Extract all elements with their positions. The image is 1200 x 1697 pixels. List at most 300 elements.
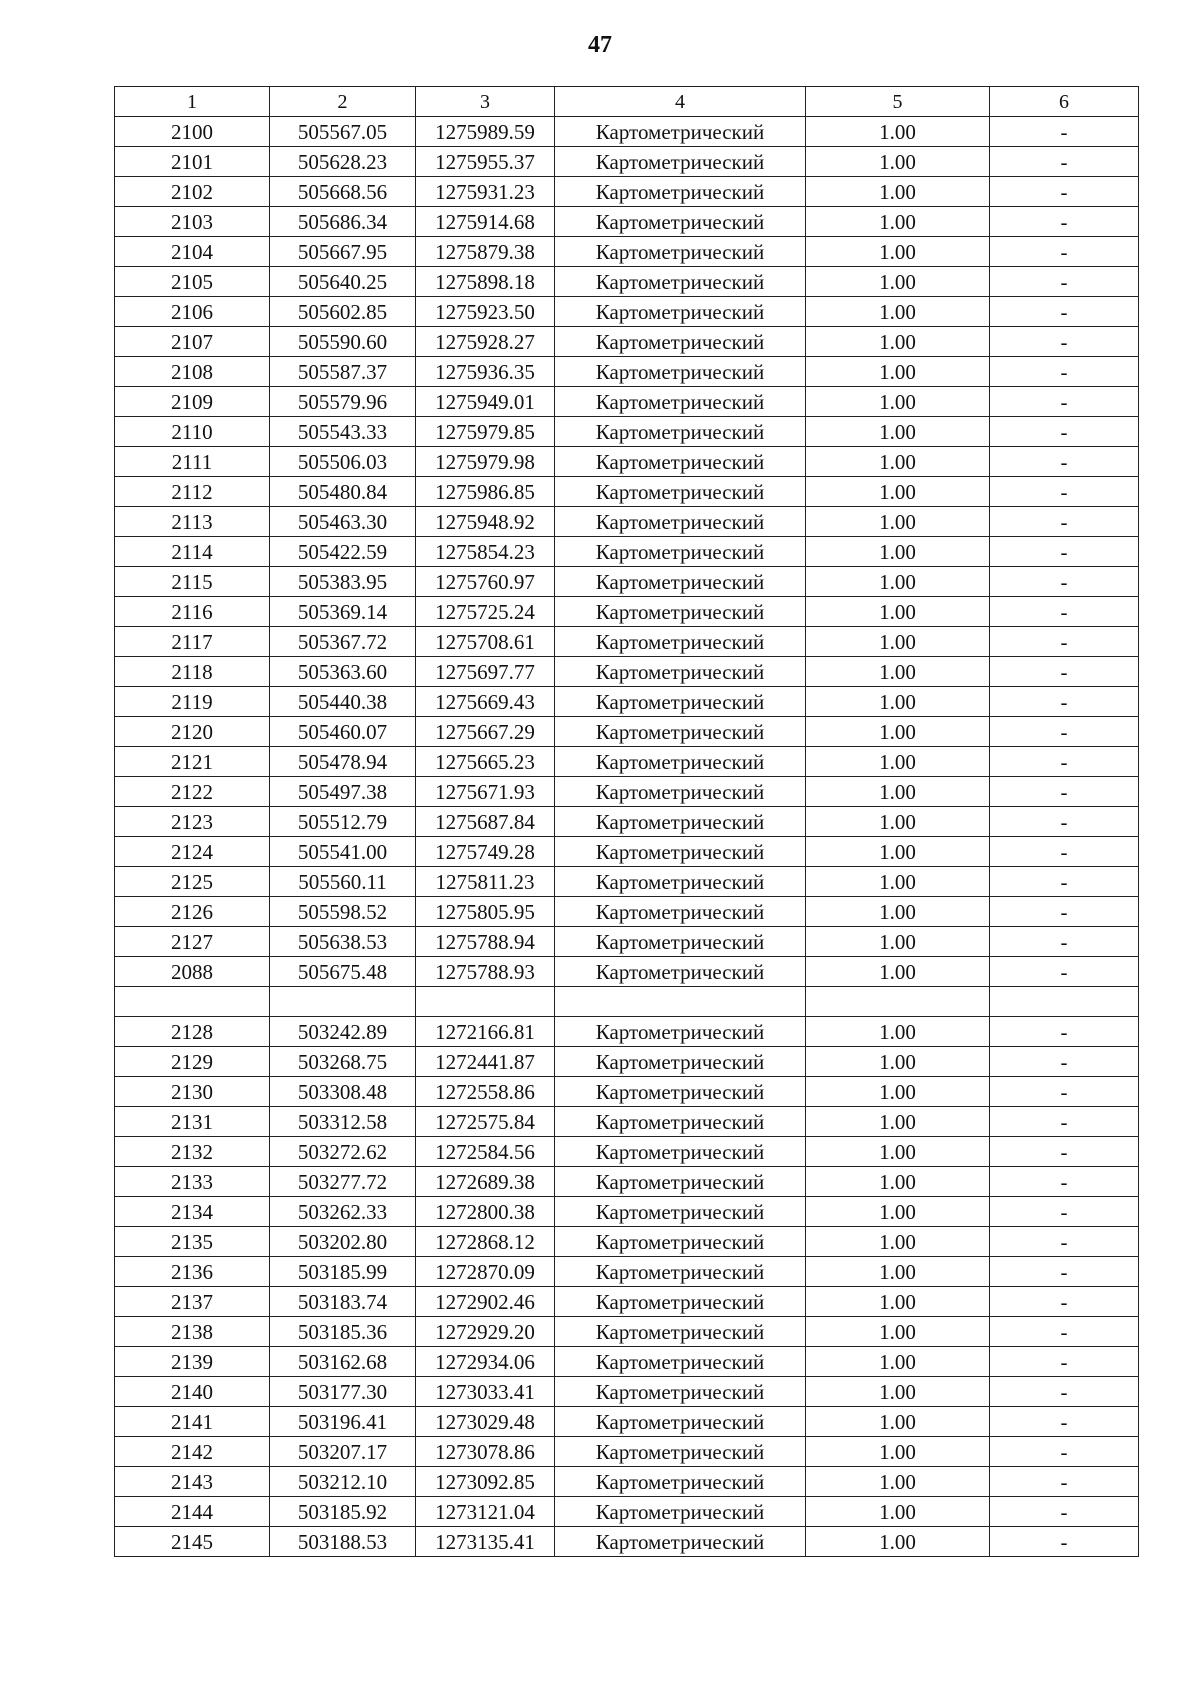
- method-cell: Картометрический: [555, 1107, 806, 1137]
- method-cell: Картометрический: [555, 177, 806, 207]
- y-coordinate-cell: 1275669.43: [416, 687, 555, 717]
- method-cell: Картометрический: [555, 1467, 806, 1497]
- x-coordinate-cell: 503185.99: [270, 1257, 416, 1287]
- note-cell: -: [990, 117, 1139, 147]
- x-coordinate-cell: 505463.30: [270, 507, 416, 537]
- y-coordinate-cell: 1275665.23: [416, 747, 555, 777]
- note-cell: -: [990, 1377, 1139, 1407]
- table-row: [115, 297, 1139, 327]
- note-cell: -: [990, 1137, 1139, 1167]
- x-coordinate-cell: 505460.07: [270, 717, 416, 747]
- table-row: [115, 1287, 1139, 1317]
- table-row: [115, 357, 1139, 387]
- method-cell: Картометрический: [555, 597, 806, 627]
- note-cell: -: [990, 1467, 1139, 1497]
- accuracy-cell: 1.00: [806, 1497, 990, 1527]
- table-row: [115, 597, 1139, 627]
- y-coordinate-cell: 1273033.41: [416, 1377, 555, 1407]
- y-coordinate-cell: 1275708.61: [416, 627, 555, 657]
- x-coordinate-cell: 503212.10: [270, 1467, 416, 1497]
- x-coordinate-cell: 503162.68: [270, 1347, 416, 1377]
- table-row: [115, 267, 1139, 297]
- point-number-cell: 2134: [115, 1197, 270, 1227]
- x-coordinate-cell: 503188.53: [270, 1527, 416, 1557]
- x-coordinate-cell: 503272.62: [270, 1137, 416, 1167]
- y-coordinate-cell: 1275854.23: [416, 537, 555, 567]
- accuracy-cell: 1.00: [806, 1467, 990, 1497]
- note-cell: -: [990, 1347, 1139, 1377]
- note-cell: -: [990, 267, 1139, 297]
- note-cell: -: [990, 1257, 1139, 1287]
- x-coordinate-cell: 505367.72: [270, 627, 416, 657]
- x-coordinate-cell: 503183.74: [270, 1287, 416, 1317]
- note-cell: -: [990, 297, 1139, 327]
- accuracy-cell: 1.00: [806, 627, 990, 657]
- accuracy-cell: 1.00: [806, 417, 990, 447]
- point-number-cell: 2143: [115, 1467, 270, 1497]
- x-coordinate-cell: 505560.11: [270, 867, 416, 897]
- header-cell-6: 6: [990, 87, 1139, 117]
- point-number-cell: 2107: [115, 327, 270, 357]
- note-cell: -: [990, 537, 1139, 567]
- y-coordinate-cell: 1273092.85: [416, 1467, 555, 1497]
- note-cell: -: [990, 1197, 1139, 1227]
- method-cell: Картометрический: [555, 687, 806, 717]
- accuracy-cell: 1.00: [806, 237, 990, 267]
- y-coordinate-cell: 1275989.59: [416, 117, 555, 147]
- note-cell: -: [990, 1407, 1139, 1437]
- y-coordinate-cell: 1275979.85: [416, 417, 555, 447]
- x-coordinate-cell: 503196.41: [270, 1407, 416, 1437]
- accuracy-cell: 1.00: [806, 117, 990, 147]
- x-coordinate-cell: 505667.95: [270, 237, 416, 267]
- note-cell: -: [990, 807, 1139, 837]
- y-coordinate-cell: 1272929.20: [416, 1317, 555, 1347]
- point-number-cell: [115, 987, 270, 1017]
- method-cell: Картометрический: [555, 207, 806, 237]
- method-cell: Картометрический: [555, 1047, 806, 1077]
- accuracy-cell: 1.00: [806, 1317, 990, 1347]
- note-cell: -: [990, 717, 1139, 747]
- method-cell: [555, 987, 806, 1017]
- note-cell: -: [990, 1227, 1139, 1257]
- table-header: [115, 87, 1139, 117]
- note-cell: -: [990, 657, 1139, 687]
- accuracy-cell: 1.00: [806, 597, 990, 627]
- point-number-cell: 2132: [115, 1137, 270, 1167]
- table-row: [115, 1467, 1139, 1497]
- y-coordinate-cell: 1275948.92: [416, 507, 555, 537]
- x-coordinate-cell: 505543.33: [270, 417, 416, 447]
- accuracy-cell: 1.00: [806, 1077, 990, 1107]
- point-number-cell: 2115: [115, 567, 270, 597]
- table-row: [115, 417, 1139, 447]
- note-cell: -: [990, 957, 1139, 987]
- point-number-cell: 2104: [115, 237, 270, 267]
- point-number-cell: 2106: [115, 297, 270, 327]
- accuracy-cell: 1.00: [806, 1167, 990, 1197]
- point-number-cell: 2108: [115, 357, 270, 387]
- accuracy-cell: 1.00: [806, 387, 990, 417]
- method-cell: Картометрический: [555, 387, 806, 417]
- point-number-cell: 2100: [115, 117, 270, 147]
- point-number-cell: 2119: [115, 687, 270, 717]
- note-cell: -: [990, 1527, 1139, 1557]
- note-cell: -: [990, 447, 1139, 477]
- note-cell: -: [990, 1287, 1139, 1317]
- method-cell: Картометрический: [555, 627, 806, 657]
- accuracy-cell: 1.00: [806, 1137, 990, 1167]
- x-coordinate-cell: 505675.48: [270, 957, 416, 987]
- y-coordinate-cell: 1275936.35: [416, 357, 555, 387]
- y-coordinate-cell: 1275923.50: [416, 297, 555, 327]
- x-coordinate-cell: 505640.25: [270, 267, 416, 297]
- x-coordinate-cell: 505579.96: [270, 387, 416, 417]
- table-row: [115, 1347, 1139, 1377]
- note-cell: -: [990, 387, 1139, 417]
- y-coordinate-cell: 1272868.12: [416, 1227, 555, 1257]
- accuracy-cell: 1.00: [806, 1227, 990, 1257]
- point-number-cell: 2121: [115, 747, 270, 777]
- y-coordinate-cell: 1273029.48: [416, 1407, 555, 1437]
- accuracy-cell: 1.00: [806, 957, 990, 987]
- method-cell: Картометрический: [555, 807, 806, 837]
- accuracy-cell: 1.00: [806, 717, 990, 747]
- point-number-cell: 2117: [115, 627, 270, 657]
- method-cell: Картометрический: [555, 237, 806, 267]
- point-number-cell: 2141: [115, 1407, 270, 1437]
- method-cell: Картометрический: [555, 837, 806, 867]
- x-coordinate-cell: 505541.00: [270, 837, 416, 867]
- table-row: [115, 897, 1139, 927]
- accuracy-cell: 1.00: [806, 507, 990, 537]
- method-cell: Картометрический: [555, 1137, 806, 1167]
- point-number-cell: 2133: [115, 1167, 270, 1197]
- y-coordinate-cell: 1272689.38: [416, 1167, 555, 1197]
- x-coordinate-cell: 505369.14: [270, 597, 416, 627]
- note-cell: -: [990, 147, 1139, 177]
- table-row: [115, 1317, 1139, 1347]
- x-coordinate-cell: 505590.60: [270, 327, 416, 357]
- point-number-cell: 2137: [115, 1287, 270, 1317]
- y-coordinate-cell: 1275760.97: [416, 567, 555, 597]
- point-number-cell: 2102: [115, 177, 270, 207]
- table-row: [115, 117, 1139, 147]
- note-cell: [990, 987, 1139, 1017]
- x-coordinate-cell: 505686.34: [270, 207, 416, 237]
- method-cell: Картометрический: [555, 1167, 806, 1197]
- x-coordinate-cell: 503268.75: [270, 1047, 416, 1077]
- y-coordinate-cell: 1275955.37: [416, 147, 555, 177]
- note-cell: -: [990, 357, 1139, 387]
- note-cell: -: [990, 597, 1139, 627]
- accuracy-cell: 1.00: [806, 1407, 990, 1437]
- y-coordinate-cell: 1275898.18: [416, 267, 555, 297]
- point-number-cell: 2138: [115, 1317, 270, 1347]
- method-cell: Картометрический: [555, 1437, 806, 1467]
- point-number-cell: 2123: [115, 807, 270, 837]
- accuracy-cell: 1.00: [806, 147, 990, 177]
- accuracy-cell: 1.00: [806, 867, 990, 897]
- accuracy-cell: 1.00: [806, 477, 990, 507]
- x-coordinate-cell: 503207.17: [270, 1437, 416, 1467]
- method-cell: Картометрический: [555, 447, 806, 477]
- point-number-cell: 2131: [115, 1107, 270, 1137]
- y-coordinate-cell: 1272166.81: [416, 1017, 555, 1047]
- y-coordinate-cell: 1275914.68: [416, 207, 555, 237]
- point-number-cell: 2126: [115, 897, 270, 927]
- table-row: [115, 1137, 1139, 1167]
- point-number-cell: 2144: [115, 1497, 270, 1527]
- note-cell: -: [990, 417, 1139, 447]
- y-coordinate-cell: 1272902.46: [416, 1287, 555, 1317]
- table-row: [115, 837, 1139, 867]
- note-cell: -: [990, 207, 1139, 237]
- table-row: [115, 237, 1139, 267]
- note-cell: -: [990, 687, 1139, 717]
- x-coordinate-cell: 505422.59: [270, 537, 416, 567]
- table-row: [115, 717, 1139, 747]
- point-number-cell: 2088: [115, 957, 270, 987]
- x-coordinate-cell: 505506.03: [270, 447, 416, 477]
- y-coordinate-cell: 1272934.06: [416, 1347, 555, 1377]
- point-number-cell: 2105: [115, 267, 270, 297]
- page-number: 47: [588, 32, 612, 58]
- header-row: [115, 87, 1139, 117]
- method-cell: Картометрический: [555, 507, 806, 537]
- method-cell: Картометрический: [555, 867, 806, 897]
- method-cell: Картометрический: [555, 297, 806, 327]
- table-row: [115, 447, 1139, 477]
- coordinates-table: [114, 86, 1139, 1557]
- y-coordinate-cell: 1275725.24: [416, 597, 555, 627]
- method-cell: Картометрический: [555, 1317, 806, 1347]
- method-cell: Картометрический: [555, 1077, 806, 1107]
- x-coordinate-cell: 505478.94: [270, 747, 416, 777]
- method-cell: Картометрический: [555, 657, 806, 687]
- note-cell: -: [990, 1167, 1139, 1197]
- point-number-cell: 2112: [115, 477, 270, 507]
- note-cell: -: [990, 327, 1139, 357]
- method-cell: Картометрический: [555, 537, 806, 567]
- table-row: [115, 687, 1139, 717]
- y-coordinate-cell: 1272584.56: [416, 1137, 555, 1167]
- note-cell: -: [990, 477, 1139, 507]
- x-coordinate-cell: 505628.23: [270, 147, 416, 177]
- table-row: [115, 1257, 1139, 1287]
- table-row: [115, 957, 1139, 987]
- y-coordinate-cell: 1275979.98: [416, 447, 555, 477]
- table-row: [115, 1377, 1139, 1407]
- table-row: [115, 927, 1139, 957]
- y-coordinate-cell: 1275986.85: [416, 477, 555, 507]
- accuracy-cell: 1.00: [806, 897, 990, 927]
- x-coordinate-cell: 503177.30: [270, 1377, 416, 1407]
- method-cell: Картометрический: [555, 1527, 806, 1557]
- method-cell: Картометрический: [555, 1257, 806, 1287]
- method-cell: Картометрический: [555, 1227, 806, 1257]
- point-number-cell: 2124: [115, 837, 270, 867]
- y-coordinate-cell: 1275931.23: [416, 177, 555, 207]
- point-number-cell: 2120: [115, 717, 270, 747]
- x-coordinate-cell: 503185.92: [270, 1497, 416, 1527]
- x-coordinate-cell: 505440.38: [270, 687, 416, 717]
- table-row: [115, 1107, 1139, 1137]
- x-coordinate-cell: 505567.05: [270, 117, 416, 147]
- point-number-cell: 2111: [115, 447, 270, 477]
- table-row: [115, 387, 1139, 417]
- note-cell: -: [990, 1017, 1139, 1047]
- table-row: [115, 657, 1139, 687]
- table-row: [115, 807, 1139, 837]
- accuracy-cell: 1.00: [806, 657, 990, 687]
- table-row: [115, 987, 1139, 1017]
- method-cell: Картометрический: [555, 957, 806, 987]
- table-row: [115, 1017, 1139, 1047]
- point-number-cell: 2101: [115, 147, 270, 177]
- table-row: [115, 1497, 1139, 1527]
- accuracy-cell: [806, 987, 990, 1017]
- method-cell: Картометрический: [555, 327, 806, 357]
- x-coordinate-cell: 503262.33: [270, 1197, 416, 1227]
- point-number-cell: 2128: [115, 1017, 270, 1047]
- point-number-cell: 2140: [115, 1377, 270, 1407]
- y-coordinate-cell: 1275949.01: [416, 387, 555, 417]
- note-cell: -: [990, 177, 1139, 207]
- x-coordinate-cell: 503185.36: [270, 1317, 416, 1347]
- accuracy-cell: 1.00: [806, 1017, 990, 1047]
- method-cell: Картометрический: [555, 717, 806, 747]
- x-coordinate-cell: 505363.60: [270, 657, 416, 687]
- y-coordinate-cell: 1272441.87: [416, 1047, 555, 1077]
- point-number-cell: 2145: [115, 1527, 270, 1557]
- point-number-cell: 2110: [115, 417, 270, 447]
- table-body: [115, 117, 1139, 1557]
- accuracy-cell: 1.00: [806, 207, 990, 237]
- point-number-cell: 2113: [115, 507, 270, 537]
- table-row: [115, 777, 1139, 807]
- table-row: [115, 207, 1139, 237]
- method-cell: Картометрический: [555, 1377, 806, 1407]
- method-cell: Картометрический: [555, 1497, 806, 1527]
- note-cell: -: [990, 507, 1139, 537]
- header-cell-3: 3: [416, 87, 555, 117]
- accuracy-cell: 1.00: [806, 1347, 990, 1377]
- y-coordinate-cell: 1275687.84: [416, 807, 555, 837]
- point-number-cell: 2130: [115, 1077, 270, 1107]
- point-number-cell: 2127: [115, 927, 270, 957]
- table-row: [115, 507, 1139, 537]
- x-coordinate-cell: 503308.48: [270, 1077, 416, 1107]
- table-row: [115, 1077, 1139, 1107]
- method-cell: Картометрический: [555, 357, 806, 387]
- y-coordinate-cell: 1272575.84: [416, 1107, 555, 1137]
- method-cell: Картометрический: [555, 117, 806, 147]
- table-row: [115, 867, 1139, 897]
- x-coordinate-cell: 505598.52: [270, 897, 416, 927]
- table-row: [115, 627, 1139, 657]
- header-cell-4: 4: [555, 87, 806, 117]
- point-number-cell: 2118: [115, 657, 270, 687]
- point-number-cell: 2116: [115, 597, 270, 627]
- table-row: [115, 477, 1139, 507]
- method-cell: Картометрический: [555, 267, 806, 297]
- method-cell: Картометрический: [555, 897, 806, 927]
- note-cell: -: [990, 1077, 1139, 1107]
- table-row: [115, 1227, 1139, 1257]
- accuracy-cell: 1.00: [806, 1377, 990, 1407]
- accuracy-cell: 1.00: [806, 1257, 990, 1287]
- method-cell: Картометрический: [555, 147, 806, 177]
- table-row: [115, 177, 1139, 207]
- table-row: [115, 1167, 1139, 1197]
- y-coordinate-cell: 1272870.09: [416, 1257, 555, 1287]
- y-coordinate-cell: 1275811.23: [416, 867, 555, 897]
- accuracy-cell: 1.00: [806, 1047, 990, 1077]
- y-coordinate-cell: 1272800.38: [416, 1197, 555, 1227]
- accuracy-cell: 1.00: [806, 447, 990, 477]
- table-row: [115, 1407, 1139, 1437]
- note-cell: -: [990, 627, 1139, 657]
- point-number-cell: 2129: [115, 1047, 270, 1077]
- method-cell: Картометрический: [555, 567, 806, 597]
- accuracy-cell: 1.00: [806, 807, 990, 837]
- accuracy-cell: 1.00: [806, 1107, 990, 1137]
- method-cell: Картометрический: [555, 417, 806, 447]
- x-coordinate-cell: 505512.79: [270, 807, 416, 837]
- method-cell: Картометрический: [555, 1197, 806, 1227]
- y-coordinate-cell: 1275928.27: [416, 327, 555, 357]
- point-number-cell: 2103: [115, 207, 270, 237]
- method-cell: Картометрический: [555, 777, 806, 807]
- header-cell-5: 5: [806, 87, 990, 117]
- accuracy-cell: 1.00: [806, 357, 990, 387]
- y-coordinate-cell: 1275697.77: [416, 657, 555, 687]
- point-number-cell: 2142: [115, 1437, 270, 1467]
- note-cell: -: [990, 777, 1139, 807]
- x-coordinate-cell: 505668.56: [270, 177, 416, 207]
- point-number-cell: 2114: [115, 537, 270, 567]
- point-number-cell: 2139: [115, 1347, 270, 1377]
- method-cell: Картометрический: [555, 927, 806, 957]
- y-coordinate-cell: 1273121.04: [416, 1497, 555, 1527]
- accuracy-cell: 1.00: [806, 327, 990, 357]
- point-number-cell: 2125: [115, 867, 270, 897]
- note-cell: -: [990, 567, 1139, 597]
- method-cell: Картометрический: [555, 1347, 806, 1377]
- method-cell: Картометрический: [555, 747, 806, 777]
- accuracy-cell: 1.00: [806, 687, 990, 717]
- table-row: [115, 567, 1139, 597]
- method-cell: Картометрический: [555, 1017, 806, 1047]
- point-number-cell: 2109: [115, 387, 270, 417]
- x-coordinate-cell: 505480.84: [270, 477, 416, 507]
- note-cell: -: [990, 867, 1139, 897]
- x-coordinate-cell: 503242.89: [270, 1017, 416, 1047]
- x-coordinate-cell: 503277.72: [270, 1167, 416, 1197]
- note-cell: -: [990, 837, 1139, 867]
- header-cell-2: 2: [270, 87, 416, 117]
- x-coordinate-cell: 503312.58: [270, 1107, 416, 1137]
- accuracy-cell: 1.00: [806, 177, 990, 207]
- note-cell: -: [990, 747, 1139, 777]
- point-number-cell: 2135: [115, 1227, 270, 1257]
- note-cell: -: [990, 1437, 1139, 1467]
- table-row: [115, 147, 1139, 177]
- accuracy-cell: 1.00: [806, 267, 990, 297]
- method-cell: Картометрический: [555, 1407, 806, 1437]
- point-number-cell: 2136: [115, 1257, 270, 1287]
